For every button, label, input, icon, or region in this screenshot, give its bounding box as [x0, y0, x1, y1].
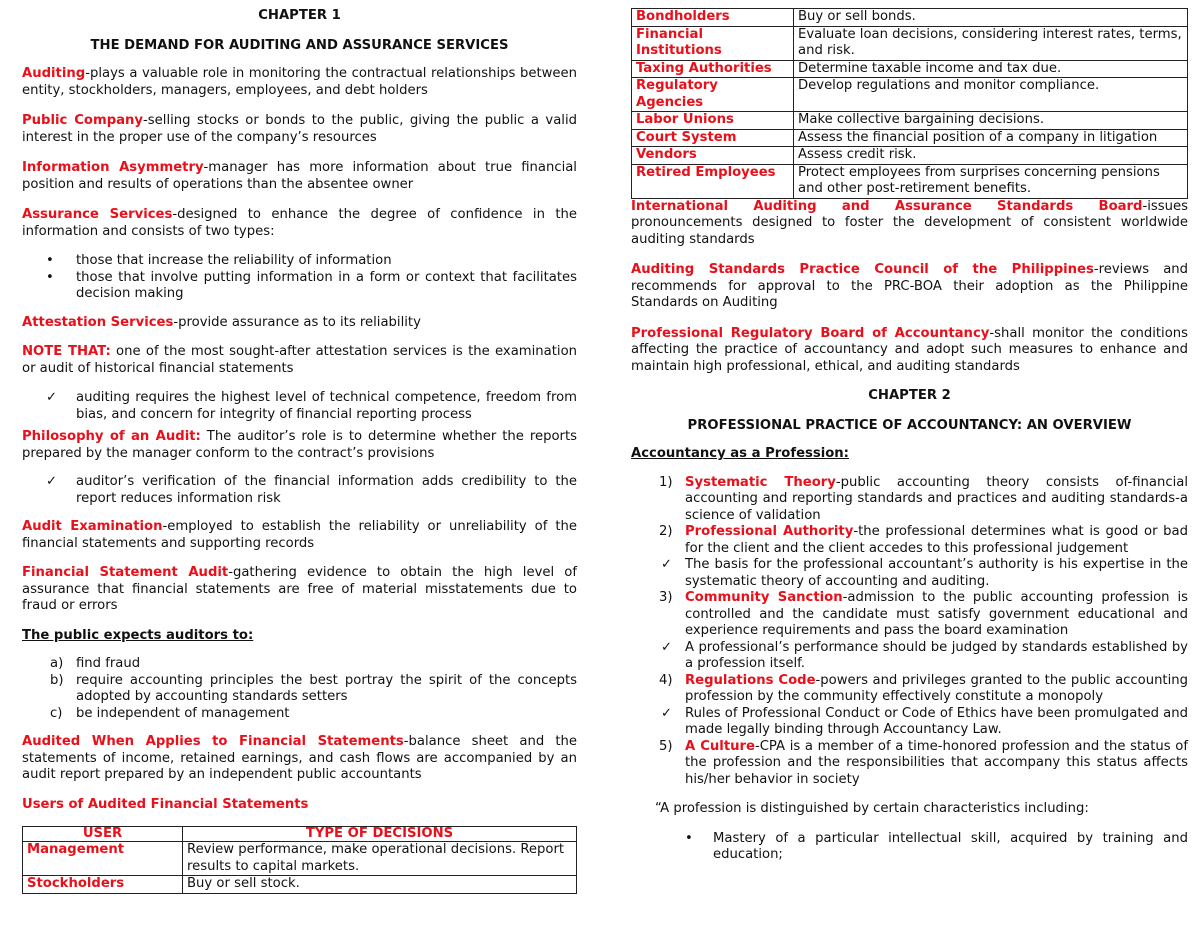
profession-list [631, 475, 1188, 789]
list-item: 2) Professional Authority-the professional determines what is good or bad for the client and the client accedes to this professional judgement [659, 524, 1188, 556]
check-icon: ✓ [46, 390, 58, 405]
note-that: NOTE THAT: one of the most sought-after attestation services is the examination or audit of historical financial statements [22, 344, 578, 376]
table-row: Taxing Authorities Determine taxable income and tax due. [632, 60, 1188, 78]
users-heading: Users of Audited Financial Statements [22, 796, 309, 812]
list-item: • those that increase the reliability of information [46, 253, 392, 268]
philosophy-check-list [22, 474, 577, 507]
list-item: 3) Community Sanction-admission to the public accounting profession is controlled and the candidate must satisfy government educational and experience requirements and pass the board examination [659, 590, 1189, 638]
table-row: Stockholders Buy or sell stock. [23, 876, 577, 894]
right-column [631, 0, 1188, 864]
def-auditing: Auditing-plays a valuable role in monitoring the contractual relationships between entity, stockholders, managers, employees, and debt holders [22, 66, 577, 98]
list-item: b) require accounting principles the best portray the spirit of the concepts adopted by accounting standards setters [50, 672, 577, 704]
col-header-user: USER [23, 827, 183, 842]
table-row: Court System Assess the financial position of a company in litigation [632, 129, 1188, 147]
def-attestation-services: Attestation Services-provide assurance as to its reliability [22, 314, 421, 330]
check-icon: ✓ [661, 557, 673, 572]
table-row: Labor Unions Make collective bargaining decisions. [632, 112, 1188, 130]
left-column [22, 0, 577, 894]
table-row: Vendors Assess credit risk. [632, 147, 1188, 165]
table-row: Regulatory Agencies Develop regulations and monitor compliance. [632, 78, 1188, 112]
check-icon: ✓ [46, 474, 58, 489]
check-icon: ✓ [661, 705, 673, 721]
expects-list [22, 656, 577, 722]
users-table-left [22, 826, 577, 894]
list-item: a) find fraud [50, 656, 141, 671]
table-row: Retired Employees Protect employees from surprises concerning pensions and other post-retirement benefits. [632, 164, 1188, 198]
def-audit-examination: Audit Examination-employed to establish the reliability or unreliability of the financial statements and supporting records [22, 519, 578, 551]
def-information-asymmetry: Information Asymmetry-manager has more information about true financial position and results of operations than the absentee owner [22, 160, 577, 192]
quote-bullets [631, 831, 1188, 864]
note-check-list [22, 390, 577, 423]
list-item: c) be independent of management [50, 705, 290, 721]
def-audited-when: Audited When Applies to Financial Statements-balance sheet and the statements of income, retained earnings, and cash flows are accompanied by an audit report prepared by an independent public accountants [22, 734, 577, 782]
public-expects-heading: The public expects auditors to: [22, 627, 254, 643]
profession-subheading: Accountancy as a Profession: [631, 446, 849, 461]
chapter-2-label: CHAPTER 2 [868, 388, 951, 403]
list-item: • those that involve putting information in a form or context that facilitates decision making [46, 269, 577, 301]
list-item: ✓ A professional’s performance should be judged by standards established by a profession itself. [661, 639, 1188, 671]
table-header-row [23, 827, 577, 842]
col-header-type: TYPE OF DECISIONS [183, 827, 577, 842]
list-item: ✓ auditing requires the highest level of technical competence, freedom from bias, and concern for integrity of financial reporting process [46, 390, 577, 422]
chapter-1-label: CHAPTER 1 [258, 8, 341, 23]
list-item: • Mastery of a particular intellectual skill, acquired by training and education; [685, 830, 1188, 862]
users-table-right [631, 8, 1188, 199]
list-item: 4) Regulations Code-powers and privileges granted to the public accounting profession by the community effectively constitute a monopoly [659, 672, 1188, 704]
list-item: ✓ The basis for the professional accountant’s authority is his expertise in the systematic theory of accounting and auditing. [661, 557, 1188, 589]
table-row: Financial Institutions Evaluate loan decisions, considering interest rates, terms, and risk. [632, 26, 1188, 60]
def-assurance-services: Assurance Services-designed to enhance the degree of confidence in the information and consists of two types: [22, 207, 577, 239]
def-financial-statement-audit: Financial Statement Audit-gathering evidence to obtain the high level of assurance that financial statements are free of material misstatements due to fraud or errors [22, 565, 577, 613]
def-public-company: Public Company-selling stocks or bonds to the public, giving the public a valid interest in the proper use of the company’s resources [22, 113, 577, 145]
chapter-1-title: THE DEMAND FOR AUDITING AND ASSURANCE SERVICES [90, 37, 509, 53]
profession-quote: “A profession is distinguished by certain characteristics including: [655, 801, 1089, 816]
list-item: 1) Systematic Theory-public accounting theory consists of-financial accounting and reporting standards and practices and auditing standards-a science of validation [659, 474, 1188, 523]
list-item: ✓ auditor’s verification of the financial information adds credibility to the report reduces information risk [46, 474, 577, 506]
chapter-2-title: PROFESSIONAL PRACTICE OF ACCOUNTANCY: AN OVERVIEW [687, 417, 1132, 433]
table-row: Management Review performance, make operational decisions. Report results to capital markets. [23, 842, 577, 876]
def-aspc: Auditing Standards Practice Council of the Philippines-reviews and recommends for approval to the PRC-BOA their adoption as the Philippine Standards on Auditing [631, 262, 1189, 310]
def-philosophy-of-audit: Philosophy of an Audit: The auditor’s role is to determine whether the reports prepared by the manager conform to the contract’s provisions [22, 429, 577, 461]
list-item: 5) A Culture-CPA is a member of a time-honored profession and the status of the profession and the responsibilities that accompany this status affects his/her behavior in society [659, 738, 1188, 787]
assurance-types-list [22, 253, 577, 303]
def-prboa: Professional Regulatory Board of Accountancy-shall monitor the conditions affecting the practice of accountancy and adopt such measures to enhance and maintain high professional, ethical, and auditing standards [631, 325, 1188, 374]
check-icon: ✓ [661, 639, 673, 655]
table-row: Bondholders Buy or sell bonds. [632, 9, 1188, 27]
def-iaasb: International Auditing and Assurance Standards Board-issues pronouncements designed to foster the development of consistent worldwide auditing standards [631, 198, 1188, 247]
list-item: ✓ Rules of Professional Conduct or Code of Ethics have been promulgated and made legally binding through Accountancy Law. [661, 705, 1188, 737]
